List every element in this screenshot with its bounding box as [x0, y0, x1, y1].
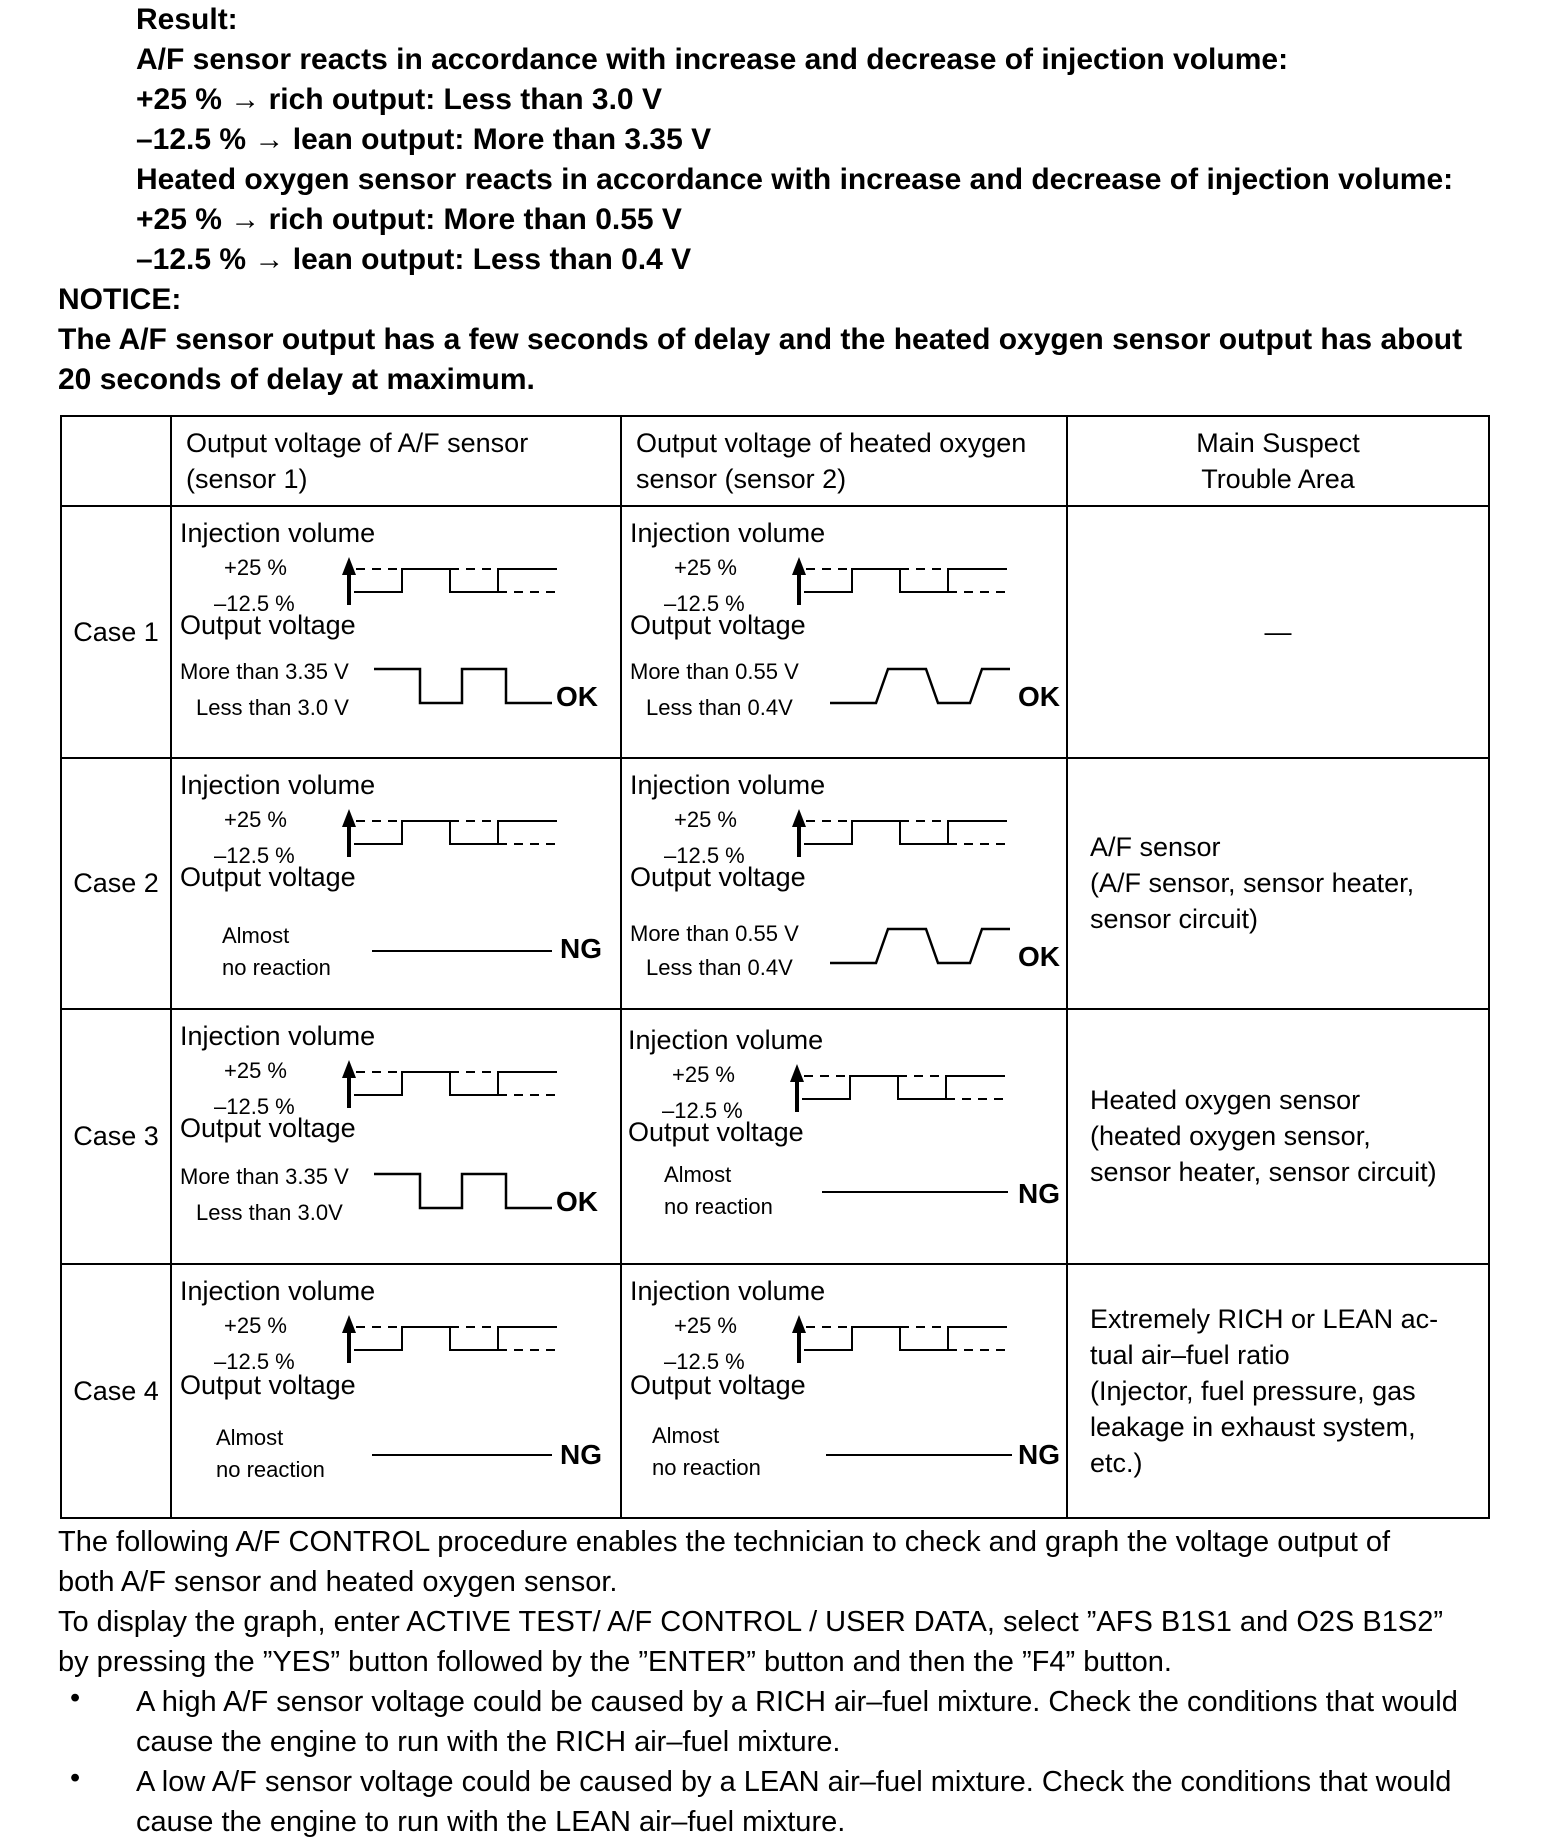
injection-waveform — [342, 557, 557, 607]
flat-output-line — [372, 1453, 552, 1457]
injection-volume-label: Injection volume — [180, 1275, 376, 1306]
minus12-label: –12.5 % — [664, 591, 745, 617]
injection-waveform — [342, 809, 557, 859]
notice-line: 20 seconds of delay at maximum. — [58, 363, 535, 396]
header-empty-cell — [61, 416, 171, 506]
output-voltage-label: Output voltage — [180, 1369, 356, 1400]
plus25-label: +25 % — [224, 1058, 287, 1084]
low-threshold-label: Less than 0.4V — [646, 954, 793, 980]
flat-output-line — [372, 949, 552, 953]
output-voltage-label: Output voltage — [628, 1117, 804, 1148]
minus12-label: –12.5 % — [214, 842, 295, 868]
output-voltage-label: Output voltage — [180, 861, 356, 892]
flat-output-line — [822, 1190, 1008, 1194]
high-threshold-label: More than 0.55 V — [630, 659, 799, 685]
injection-waveform — [792, 809, 1007, 859]
plus25-label: +25 % — [672, 1062, 735, 1088]
o2-sensor-cell — [621, 1264, 1067, 1518]
bullet-text: A low A/F sensor voltage could be caused by a LEAN air–fuel mixture. Check the conditions that would — [136, 1766, 1452, 1798]
header-trouble-area: Main Suspect Trouble Area — [1067, 416, 1489, 506]
plus25-label: +25 % — [674, 806, 737, 832]
low-threshold-label: Less than 3.0V — [196, 1200, 343, 1226]
no-reaction-label: no reaction — [664, 1194, 773, 1220]
ok-label: OK — [556, 681, 598, 713]
injection-volume-label: Injection volume — [630, 1275, 826, 1306]
case-label: Case 1 — [61, 506, 171, 757]
table-row — [61, 1264, 1489, 1518]
flat-output-line — [826, 1453, 1012, 1457]
low-threshold-label: Less than 3.0 V — [196, 695, 349, 721]
ok-label: OK — [1018, 940, 1060, 972]
footer-paragraph: The following A/F CONTROL procedure enables the technician to check and graph the voltage output of — [58, 1526, 1391, 1558]
plus25-label: +25 % — [224, 555, 287, 581]
injection-waveform — [790, 1064, 1005, 1114]
no-reaction-label: no reaction — [222, 954, 331, 980]
high-threshold-label: More than 3.35 V — [180, 659, 349, 685]
footer-paragraph: To display the graph, enter ACTIVE TEST/ A/F CONTROL / USER DATA, select ”AFS B1S1 and O2S B1S2” — [58, 1606, 1444, 1638]
table-header-row — [61, 416, 1489, 506]
output-voltage-label: Output voltage — [180, 1113, 356, 1144]
o2-sensor-cell — [621, 758, 1067, 1009]
ng-label: NG — [1018, 1178, 1060, 1210]
almost-label: Almost — [664, 1162, 732, 1188]
bullet-text: A high A/F sensor voltage could be caused by a RICH air–fuel mixture. Check the conditions that would — [136, 1686, 1458, 1718]
injection-volume-label: Injection volume — [180, 518, 376, 549]
result-line: +25 % → rich output: Less than 3.0 V — [136, 83, 662, 116]
case-label: Case 3 — [61, 1009, 171, 1263]
bullet-text: cause the engine to run with the RICH air–fuel mixture. — [136, 1726, 841, 1758]
no-reaction-label: no reaction — [216, 1456, 325, 1482]
plus25-label: +25 % — [224, 1312, 287, 1338]
low-threshold-label: Less than 0.4V — [646, 695, 793, 721]
result-line: –12.5 % → lean output: Less than 0.4 V — [136, 243, 692, 276]
minus12-label: –12.5 % — [214, 591, 295, 617]
ng-label: NG — [560, 932, 602, 964]
output-voltage-label: Output voltage — [180, 610, 356, 641]
output-voltage-label: Output voltage — [630, 1369, 806, 1400]
minus12-label: –12.5 % — [664, 842, 745, 868]
af-sensor-cell — [171, 506, 621, 757]
ng-label: NG — [1018, 1438, 1060, 1470]
result-heading: Result: — [136, 3, 238, 36]
almost-label: Almost — [216, 1424, 284, 1450]
trouble-area-cell — [1067, 506, 1489, 757]
bullet-icon: • — [70, 1762, 81, 1794]
injection-waveform — [342, 1315, 557, 1365]
af-output-waveform — [374, 667, 552, 707]
o2-sensor-cell — [621, 506, 1067, 757]
table-row — [61, 506, 1489, 757]
plus25-label: +25 % — [674, 555, 737, 581]
ok-label: OK — [1018, 681, 1060, 713]
case-label: Case 2 — [61, 758, 171, 1009]
trouble-area-cell: Extremely RICH or LEAN ac- tual air–fuel ratio (Injector, fuel pressure, gas leakage in exhaust system, etc.) — [1067, 1264, 1489, 1518]
table-row — [61, 1009, 1489, 1263]
bullet-icon: • — [70, 1682, 81, 1714]
footer-paragraph: both A/F sensor and heated oxygen sensor. — [58, 1566, 618, 1598]
trouble-area-cell: A/F sensor (A/F sensor, sensor heater, sensor circuit) — [1067, 758, 1489, 1009]
notice-heading: NOTICE: — [58, 283, 182, 316]
output-voltage-label: Output voltage — [630, 861, 806, 892]
o2-sensor-cell — [621, 1009, 1067, 1263]
output-voltage-label: Output voltage — [630, 610, 806, 641]
result-line: A/F sensor reacts in accordance with increase and decrease of injection volume: — [136, 43, 1289, 76]
plus25-label: +25 % — [674, 1312, 737, 1338]
result-line: +25 % → rich output: More than 0.55 V — [136, 203, 682, 236]
high-threshold-label: More than 0.55 V — [630, 920, 799, 946]
ng-label: NG — [560, 1438, 602, 1470]
diagnosis-table — [60, 415, 1490, 1519]
header-af-sensor: Output voltage of A/F sensor (sensor 1) — [171, 416, 621, 506]
injection-volume-label: Injection volume — [180, 769, 376, 800]
injection-waveform — [792, 557, 1007, 607]
o2-output-waveform — [830, 667, 1010, 707]
minus12-label: –12.5 % — [662, 1098, 743, 1124]
high-threshold-label: More than 3.35 V — [180, 1164, 349, 1190]
ok-label: OK — [556, 1186, 598, 1218]
table-row — [61, 758, 1489, 1009]
injection-volume-label: Injection volume — [630, 769, 826, 800]
af-sensor-cell — [171, 1009, 621, 1263]
almost-label: Almost — [222, 922, 290, 948]
minus12-label: –12.5 % — [664, 1348, 745, 1374]
injection-waveform — [342, 1060, 557, 1110]
injection-volume-label: Injection volume — [180, 1021, 376, 1052]
injection-volume-label: Injection volume — [628, 1025, 824, 1056]
result-line: –12.5 % → lean output: More than 3.35 V — [136, 123, 712, 156]
almost-label: Almost — [652, 1422, 720, 1448]
no-reaction-label: no reaction — [652, 1454, 761, 1480]
trouble-area-cell: Heated oxygen sensor (heated oxygen sensor, sensor heater, sensor circuit) — [1067, 1009, 1489, 1263]
injection-volume-label: Injection volume — [630, 518, 826, 549]
injection-waveform — [792, 1315, 1007, 1365]
af-sensor-cell — [171, 758, 621, 1009]
bullet-text: cause the engine to run with the LEAN air–fuel mixture. — [136, 1806, 846, 1838]
no-trouble-dash: — — [1264, 616, 1292, 647]
footer-paragraph: by pressing the ”YES” button followed by the ”ENTER” button and then the ”F4” button. — [58, 1646, 1172, 1678]
plus25-label: +25 % — [224, 806, 287, 832]
af-output-waveform — [374, 1172, 552, 1212]
result-line: Heated oxygen sensor reacts in accordance with increase and decrease of injection volume: — [136, 163, 1454, 196]
minus12-label: –12.5 % — [214, 1094, 295, 1120]
header-o2-sensor: Output voltage of heated oxygen sensor (sensor 2) — [621, 416, 1067, 506]
case-label: Case 4 — [61, 1264, 171, 1518]
af-sensor-cell — [171, 1264, 621, 1518]
o2-output-waveform — [830, 927, 1010, 967]
notice-line: The A/F sensor output has a few seconds of delay and the heated oxygen sensor output has about — [58, 323, 1463, 356]
minus12-label: –12.5 % — [214, 1348, 295, 1374]
